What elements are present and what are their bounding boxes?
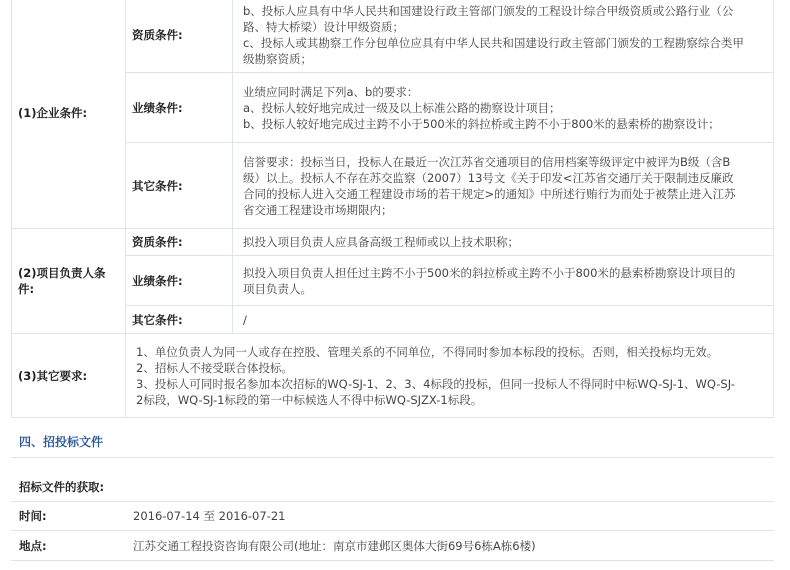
lead-performance-label: 业绩条件: [126,256,233,306]
time-value: 2016-07-14 至 2016-07-21 [133,508,286,523]
place-value: 江苏交通工程投资咨询有限公司(地址：南京市建邺区奥体大街69号6栋A栋6楼) [133,538,536,553]
project-lead-conditions-label: (2)项目负责人条件: [12,229,126,334]
time-label: 时间: [19,508,47,523]
enterprise-conditions-label: (1)企业条件: [12,0,126,229]
requirements-table-wrapper [11,0,774,418]
obtain-documents-label: 招标文件的获取: [19,479,105,494]
place-label: 地点: [19,538,47,553]
obtain-documents-row [11,472,774,502]
section-4-title: 四、招投标文件 [19,435,104,449]
enterprise-other-label: 其它条件: [126,143,233,229]
other-requirements-label: (3)其它要求: [12,334,126,418]
section-4-heading [11,427,774,458]
requirements-table [11,0,774,418]
enterprise-other-value: 信誉要求：投标当日，投标人在最近一次江苏省交通项目的信用档案等级评定中被评为B级（含B 级）以上。投标人不存在苏交监察（2007）13号文《关于印发<江苏省交通厅关于限制违反廉政 合同的投标人进入交通工程建设市场的若干规定>的通知》中所述行贿行为而处于被禁止进入江苏 省交通工程建设市场期限内； [233,143,774,229]
enterprise-performance-label: 业绩条件: [126,73,233,143]
lead-other-label: 其它条件: [126,306,233,334]
lead-qualification-value: 拟投入项目负责人应具备高级工程师或以上技术职称； [233,229,774,256]
other-requirements-value: 1、单位负责人为同一人或存在控股、管理关系的不同单位，不得同时参加本标段的投标。否则，相关投标均无效。 2、招标人不接受联合体投标。 3、投标人可同时报名参加本次招标的WQ-SJ-1、2、3、4标段的投标，但同一投标人不得同时中标WQ-SJ-1、WQ-SJ- 2标段，WQ-SJ-1标段的第一中标候选人不得中标WQ-SJZX-1标段。 [126,334,774,418]
enterprise-performance-value: 业绩应同时满足下列a、b的要求： a、投标人较好地完成过一级及以上标准公路的勘察设计项目； b、投标人较好地完成过主跨不小于500米的斜拉桥或主跨不小于800米的悬索桥的勘察设计； [233,73,774,143]
place-row [11,531,774,561]
time-row [11,501,774,531]
lead-performance-value: 拟投入项目负责人担任过主跨不小于500米的斜拉桥或主跨不小于800米的悬索桥勘察设计项目的 项目负责人。 [233,256,774,306]
lead-other-value: / [233,306,774,334]
enterprise-qualification-value: b、投标人应具有中华人民共和国建设行政主管部门颁发的工程设计综合甲级资质或公路行业（公 路、特大桥梁）设计甲级资质； c、投标人或其勘察工作分包单位应具有中华人民共和国建设行政主管部门颁发的工程勘察综合类甲 级勘察资质； [233,0,774,73]
lead-qualification-label: 资质条件: [126,229,233,256]
enterprise-qualification-label: 资质条件: [126,0,233,73]
